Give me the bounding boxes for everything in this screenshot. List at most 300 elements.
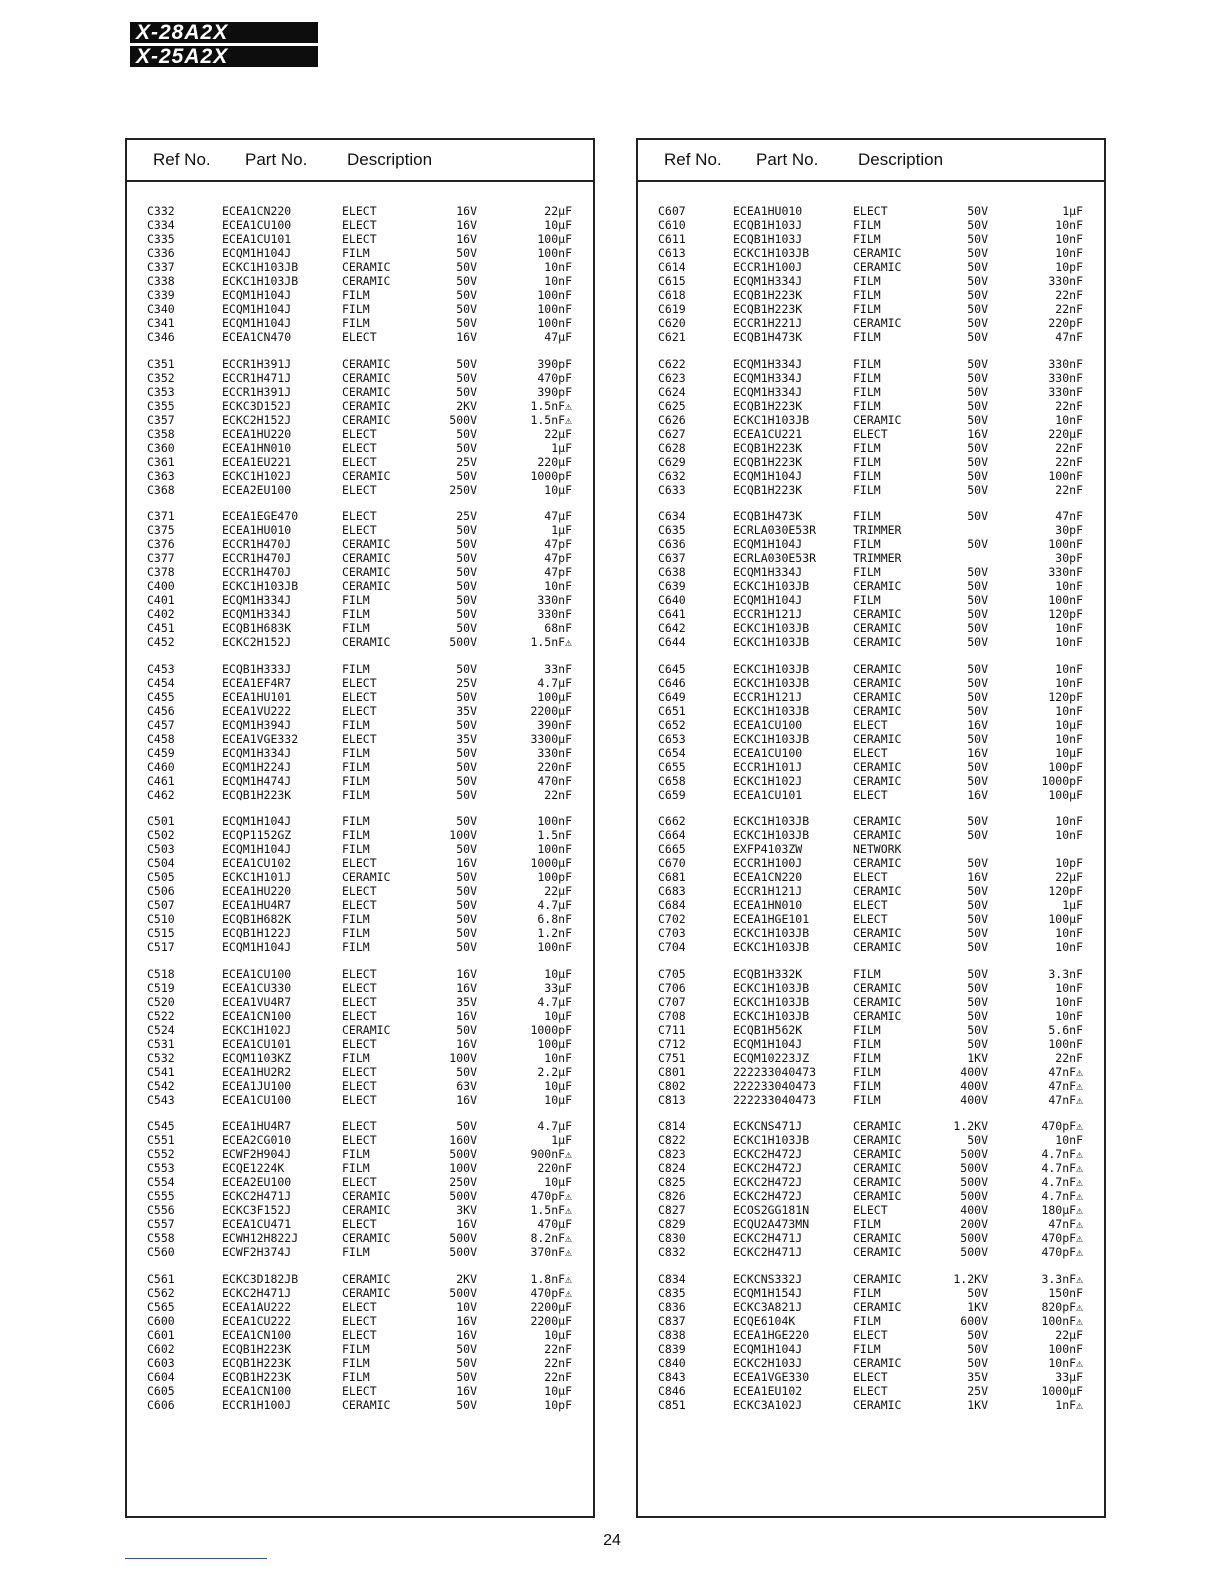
ref-no-cell: C637 xyxy=(658,551,686,565)
ref-no-cell: C646 xyxy=(658,675,686,690)
table-row xyxy=(638,607,1104,621)
table-row xyxy=(127,981,593,995)
value-cell: 2.2µF xyxy=(537,1064,572,1079)
voltage-cell: 10V xyxy=(456,1299,477,1314)
model-label: X-28A2X xyxy=(130,22,318,43)
ref-no-cell: C337 xyxy=(147,260,175,274)
voltage-cell: 50V xyxy=(967,330,988,344)
value-cell: 1.5nF⚠ xyxy=(530,412,572,427)
voltage-cell: 16V xyxy=(456,204,477,218)
voltage-cell: 16V xyxy=(456,1008,477,1023)
type-cell: FILM xyxy=(853,1036,881,1051)
table-row xyxy=(638,399,1104,413)
value-cell: 10nF xyxy=(1055,980,1083,995)
type-cell: CERAMIC xyxy=(853,994,902,1009)
ref-no-cell: C501 xyxy=(147,814,175,828)
type-cell: CERAMIC xyxy=(853,773,902,788)
ref-no-cell: C455 xyxy=(147,689,175,704)
value-cell: 1000pF xyxy=(530,1022,572,1037)
part-no-cell: ECEA1CU100 xyxy=(222,218,292,232)
type-cell: ELECT xyxy=(342,884,377,898)
type-cell: CERAMIC xyxy=(853,731,902,746)
type-cell: CERAMIC xyxy=(342,565,391,579)
part-no-cell: ECEA1CN220 xyxy=(733,870,803,884)
part-no-cell: ECQM1H104J xyxy=(222,316,292,330)
table-row xyxy=(127,1203,593,1217)
type-cell: ELECT xyxy=(853,717,888,732)
part-no-cell: ECEA1EU221 xyxy=(222,454,292,469)
table-row xyxy=(638,1245,1104,1259)
ref-no-cell: C557 xyxy=(147,1217,175,1231)
type-cell: ELECT xyxy=(342,1133,377,1147)
ref-no-cell: C624 xyxy=(658,384,686,399)
table-row xyxy=(638,940,1104,954)
ref-no-cell: C562 xyxy=(147,1285,175,1300)
ref-no-cell: C505 xyxy=(147,870,175,884)
type-cell: CERAMIC xyxy=(853,1397,902,1412)
value-cell: 330nF xyxy=(537,593,572,607)
ref-no-cell: C518 xyxy=(147,966,175,981)
table-row xyxy=(127,330,593,344)
type-cell: FILM xyxy=(853,384,881,399)
value-cell: 10nF xyxy=(1055,926,1083,940)
part-no-cell: ECEA1JU100 xyxy=(222,1078,292,1093)
table-row xyxy=(127,1119,593,1133)
type-cell: CERAMIC xyxy=(853,856,902,870)
voltage-cell: 50V xyxy=(456,260,477,274)
part-no-cell: ECKC2H471J xyxy=(733,1231,803,1245)
part-no-cell: ECKC2H152J xyxy=(222,635,292,649)
voltage-cell: 400V xyxy=(960,1064,988,1079)
table-row xyxy=(638,1009,1104,1023)
type-cell: ELECT xyxy=(853,912,888,926)
type-cell: ELECT xyxy=(342,232,377,246)
part-no-cell: ECWH12H822J xyxy=(222,1231,299,1245)
ref-no-cell: C351 xyxy=(147,356,175,371)
type-cell: FILM xyxy=(342,1355,370,1370)
ref-no-cell: C600 xyxy=(147,1313,175,1328)
part-no-cell: ECCR1H221J xyxy=(733,316,803,330)
type-cell: ELECT xyxy=(342,1299,377,1314)
value-cell: 1nF⚠ xyxy=(1055,1397,1083,1412)
ref-no-cell: C632 xyxy=(658,468,686,483)
table-row xyxy=(127,718,593,732)
type-cell: CERAMIC xyxy=(853,814,902,828)
value-cell: 10nF xyxy=(1055,703,1083,718)
type-cell: FILM xyxy=(342,288,370,302)
type-cell: ELECT xyxy=(342,980,377,995)
part-no-cell: ECQB1H223K xyxy=(222,1355,292,1370)
voltage-cell: 500V xyxy=(449,1231,477,1245)
voltage-cell: 50V xyxy=(967,1327,988,1342)
ref-no-cell: C524 xyxy=(147,1022,175,1037)
table-row xyxy=(127,1328,593,1342)
part-no-cell: ECEA1VGE330 xyxy=(733,1369,810,1384)
table-row xyxy=(638,1133,1104,1147)
part-no-cell: ECCR1H470J xyxy=(222,537,292,551)
voltage-cell: 50V xyxy=(967,356,988,371)
table-row xyxy=(638,441,1104,455)
voltage-cell: 50V xyxy=(967,661,988,676)
value-cell: 10nF xyxy=(1055,661,1083,676)
ref-no-cell: C621 xyxy=(658,330,686,344)
table-row xyxy=(638,565,1104,579)
table-row xyxy=(638,371,1104,385)
voltage-cell: 100V xyxy=(449,1050,477,1065)
part-no-cell: ECQB1H562K xyxy=(733,1022,803,1037)
type-cell: ELECT xyxy=(342,898,377,912)
value-cell: 47nF⚠ xyxy=(1048,1078,1083,1093)
value-cell: 100nF xyxy=(537,246,572,260)
type-cell: CERAMIC xyxy=(853,1008,902,1023)
type-cell: CERAMIC xyxy=(853,635,902,649)
type-cell: ELECT xyxy=(342,204,377,218)
value-cell: 10pF xyxy=(544,1397,572,1412)
ref-no-cell: C605 xyxy=(147,1383,175,1398)
value-cell: 10µF xyxy=(1055,745,1083,760)
part-no-cell: ECQB1H333J xyxy=(222,661,292,676)
table-row xyxy=(638,357,1104,371)
ref-no-cell: C602 xyxy=(147,1341,175,1356)
voltage-cell: 50V xyxy=(456,370,477,385)
voltage-cell: 25V xyxy=(456,454,477,469)
type-cell: FILM xyxy=(853,1022,881,1037)
part-no-cell: ECEA1HN010 xyxy=(222,440,292,455)
type-cell: ELECT xyxy=(342,1092,377,1107)
value-cell: 2200µF xyxy=(530,703,572,718)
part-no-cell: ECEA1HU2R2 xyxy=(222,1064,292,1079)
part-no-cell: ECKC3A102J xyxy=(733,1397,803,1412)
value-cell: 1.5nF xyxy=(537,828,572,842)
value-cell: 22nF xyxy=(1055,482,1083,497)
part-no-cell: ECKC2H472J xyxy=(733,1147,803,1161)
ref-no-cell: C822 xyxy=(658,1133,686,1147)
type-cell: ELECT xyxy=(342,523,377,537)
type-cell: FILM xyxy=(342,316,370,330)
table-row xyxy=(638,455,1104,469)
voltage-cell: 500V xyxy=(449,412,477,427)
type-cell: CERAMIC xyxy=(342,468,391,483)
table-row xyxy=(127,607,593,621)
voltage-cell: 50V xyxy=(456,288,477,302)
value-cell: 22µF xyxy=(1055,870,1083,884)
table-row xyxy=(638,316,1104,330)
ref-no-cell: C558 xyxy=(147,1231,175,1245)
value-cell: 100nF xyxy=(1048,537,1083,551)
voltage-cell: 600V xyxy=(960,1313,988,1328)
part-no-cell: ECOS2GG181N xyxy=(733,1203,810,1217)
ref-no-cell: C502 xyxy=(147,828,175,842)
type-cell: FILM xyxy=(853,1217,881,1231)
part-no-cell: ECQM1H474J xyxy=(222,773,292,788)
value-cell: 1000pF xyxy=(1041,773,1083,788)
type-cell: ELECT xyxy=(342,330,377,344)
part-no-cell: ECKC1H103JB xyxy=(222,579,299,593)
voltage-cell: 50V xyxy=(967,966,988,981)
voltage-cell: 50V xyxy=(456,565,477,579)
voltage-cell: 50V xyxy=(967,440,988,455)
part-no-cell: ECQB1H223K xyxy=(733,398,803,413)
voltage-cell: 1.2KV xyxy=(953,1119,988,1133)
type-cell: CERAMIC xyxy=(342,356,391,371)
value-cell: 390pF xyxy=(537,356,572,371)
value-cell: 100nF xyxy=(537,842,572,856)
value-cell: 10nF xyxy=(1055,1008,1083,1023)
value-cell: 330nF xyxy=(537,607,572,621)
value-cell: 220nF xyxy=(537,759,572,774)
voltage-cell: 50V xyxy=(967,288,988,302)
part-no-cell: ECQB1H683K xyxy=(222,621,292,635)
value-cell: 330nF xyxy=(1048,274,1083,288)
ref-no-cell: C683 xyxy=(658,884,686,898)
value-cell: 900nF⚠ xyxy=(530,1147,572,1161)
value-cell: 22nF xyxy=(1055,454,1083,469)
ref-no-cell: C823 xyxy=(658,1147,686,1161)
table-row xyxy=(638,718,1104,732)
value-cell: 10nF xyxy=(1055,218,1083,232)
value-cell: 4.7µF xyxy=(537,1119,572,1133)
value-cell: 33µF xyxy=(544,980,572,995)
table-row xyxy=(127,1342,593,1356)
part-no-cell: ECEA1HU220 xyxy=(222,884,292,898)
table-row xyxy=(127,1314,593,1328)
table-row xyxy=(127,1051,593,1065)
ref-no-cell: C684 xyxy=(658,898,686,912)
ref-no-cell: C553 xyxy=(147,1161,175,1175)
ref-no-cell: C826 xyxy=(658,1189,686,1203)
row-group xyxy=(638,357,1104,497)
table-row xyxy=(638,1175,1104,1189)
table-row xyxy=(127,1384,593,1398)
part-no-cell: ECKC1H103JB xyxy=(733,635,810,649)
table-row xyxy=(127,940,593,954)
type-cell: ELECT xyxy=(342,856,377,870)
type-cell: CERAMIC xyxy=(853,689,902,704)
value-cell: 4.7µF xyxy=(537,898,572,912)
row-group xyxy=(127,509,593,649)
table-row xyxy=(127,1245,593,1259)
type-cell: CERAMIC xyxy=(342,579,391,593)
table-row xyxy=(127,1037,593,1051)
value-cell: 1µF xyxy=(1062,204,1083,218)
voltage-cell: 16V xyxy=(456,1217,477,1231)
voltage-cell: 50V xyxy=(456,593,477,607)
table-row xyxy=(127,1161,593,1175)
ref-no-cell: C851 xyxy=(658,1397,686,1412)
part-no-cell: ECCR1H470J xyxy=(222,551,292,565)
voltage-cell: 25V xyxy=(967,1383,988,1398)
table-row xyxy=(127,898,593,912)
type-cell: CERAMIC xyxy=(853,1161,902,1175)
ref-no-cell: C654 xyxy=(658,745,686,760)
table-row xyxy=(127,1175,593,1189)
type-cell: ELECT xyxy=(342,675,377,690)
type-cell: FILM xyxy=(853,482,881,497)
type-cell: CERAMIC xyxy=(853,1133,902,1147)
part-no-cell: ECCR1H121J xyxy=(733,607,803,621)
voltage-cell: 50V xyxy=(456,940,477,954)
voltage-cell: 50V xyxy=(456,1397,477,1412)
part-no-cell: ECCR1H121J xyxy=(733,884,803,898)
value-cell: 4.7nF⚠ xyxy=(1041,1161,1083,1175)
voltage-cell: 50V xyxy=(967,828,988,842)
ref-no-cell: C626 xyxy=(658,412,686,427)
part-no-cell: ECKC2H152J xyxy=(222,412,292,427)
ref-no-cell: C459 xyxy=(147,745,175,760)
part-no-cell: ECQE6104K xyxy=(733,1313,796,1328)
part-no-cell: ECQM1H334J xyxy=(222,745,292,760)
type-cell: CERAMIC xyxy=(853,828,902,842)
part-no-cell: ECEA1HU010 xyxy=(222,523,292,537)
ref-no-cell: C607 xyxy=(658,204,686,218)
part-no-cell: ECKC1H102J xyxy=(222,1022,292,1037)
table-row xyxy=(127,565,593,579)
part-no-cell: ECEA1HN010 xyxy=(733,898,803,912)
type-cell: ELECT xyxy=(853,1327,888,1342)
voltage-cell: 250V xyxy=(449,1175,477,1189)
part-no-cell: ECQM1103KZ xyxy=(222,1050,292,1065)
part-no-cell: ECEA1HGE101 xyxy=(733,912,810,926)
type-cell: CERAMIC xyxy=(853,884,902,898)
voltage-cell: 500V xyxy=(449,1245,477,1259)
ref-no-cell: C522 xyxy=(147,1008,175,1023)
value-cell: 3.3nF⚠ xyxy=(1041,1271,1083,1286)
page-number: 24 xyxy=(603,1532,621,1549)
voltage-cell: 50V xyxy=(967,675,988,690)
type-cell: ELECT xyxy=(342,426,377,441)
value-cell: 1µF xyxy=(551,440,572,455)
type-cell: CERAMIC xyxy=(853,246,902,260)
value-cell: 22nF xyxy=(544,1355,572,1370)
ref-no-cell: C711 xyxy=(658,1022,686,1037)
value-cell: 150nF xyxy=(1048,1285,1083,1300)
type-cell: CERAMIC xyxy=(853,703,902,718)
voltage-cell: 500V xyxy=(960,1245,988,1259)
type-cell: ELECT xyxy=(342,509,377,523)
part-no-cell: ECEA1CU100 xyxy=(222,1092,292,1107)
voltage-cell: 50V xyxy=(967,579,988,593)
part-no-cell: ECKC3A821J xyxy=(733,1299,803,1314)
voltage-cell: 50V xyxy=(967,316,988,330)
value-cell: 10µF xyxy=(1055,717,1083,732)
type-cell: ELECT xyxy=(342,1327,377,1342)
table-row xyxy=(638,1342,1104,1356)
type-cell: FILM xyxy=(342,1161,370,1175)
table-row xyxy=(638,621,1104,635)
voltage-cell: 50V xyxy=(456,1064,477,1079)
voltage-cell: 50V xyxy=(456,898,477,912)
parts-table-left xyxy=(125,138,595,1518)
value-cell: 100µF xyxy=(537,1036,572,1051)
voltage-cell: 50V xyxy=(967,482,988,497)
voltage-cell: 16V xyxy=(456,232,477,246)
table-row xyxy=(638,551,1104,565)
value-cell: 120pF xyxy=(1048,607,1083,621)
voltage-cell: 16V xyxy=(967,717,988,732)
type-cell: FILM xyxy=(853,966,881,981)
voltage-cell: 50V xyxy=(456,661,477,676)
type-cell: CERAMIC xyxy=(342,1271,391,1286)
voltage-cell: 50V xyxy=(456,316,477,330)
ref-no-cell: C651 xyxy=(658,703,686,718)
type-cell: FILM xyxy=(342,814,370,828)
part-no-cell: ECQB1H223K xyxy=(733,454,803,469)
part-no-cell: ECEA1VU4R7 xyxy=(222,994,292,1009)
value-cell: 10nF xyxy=(1055,828,1083,842)
ref-no-cell: C360 xyxy=(147,440,175,455)
type-cell: ELECT xyxy=(342,1313,377,1328)
description-header: Description xyxy=(858,150,944,169)
type-cell: CERAMIC xyxy=(853,1271,902,1286)
ref-no-cell: C460 xyxy=(147,759,175,774)
part-no-cell: ECEA1CU471 xyxy=(222,1217,292,1231)
part-no-cell: 222233040473 xyxy=(733,1078,817,1093)
ref-no-cell: C361 xyxy=(147,454,175,469)
table-row xyxy=(638,1286,1104,1300)
voltage-cell: 50V xyxy=(456,912,477,926)
voltage-cell: 1.2KV xyxy=(953,1271,988,1286)
type-cell: FILM xyxy=(342,246,370,260)
value-cell: 10nF xyxy=(1055,621,1083,635)
value-cell: 470pF⚠ xyxy=(530,1189,572,1203)
part-no-cell: ECWF2H904J xyxy=(222,1147,292,1161)
part-no-cell: ECCR1H470J xyxy=(222,565,292,579)
ref-no-cell: C358 xyxy=(147,426,175,441)
voltage-cell: 50V xyxy=(456,537,477,551)
ref-no-cell: C665 xyxy=(658,842,686,856)
value-cell: 330nF xyxy=(537,745,572,760)
table-row xyxy=(127,1272,593,1286)
part-no-cell: ECEA1EGE470 xyxy=(222,509,299,523)
ref-no-cell: C633 xyxy=(658,482,686,497)
voltage-cell: 50V xyxy=(456,551,477,565)
part-no-cell: ECQM1H334J xyxy=(733,370,803,385)
type-cell: FILM xyxy=(342,1050,370,1065)
value-cell: 47nF xyxy=(1055,509,1083,523)
part-no-cell: ECKC1H103JB xyxy=(733,661,810,676)
table-row xyxy=(638,981,1104,995)
type-cell: ELECT xyxy=(853,1203,888,1217)
table-row xyxy=(638,579,1104,593)
voltage-cell: 50V xyxy=(967,1285,988,1300)
part-no-cell: ECEA1CU330 xyxy=(222,980,292,995)
part-no-cell: ECQB1H473K xyxy=(733,509,803,523)
part-no-cell: ECQP1152GZ xyxy=(222,828,292,842)
part-no-cell: ECEA1EU102 xyxy=(733,1383,803,1398)
part-no-cell: ECKC1H101J xyxy=(222,870,292,884)
value-cell: 100nF⚠ xyxy=(1041,1313,1083,1328)
type-cell: FILM xyxy=(853,565,881,579)
value-cell: 47nF⚠ xyxy=(1048,1092,1083,1107)
ref-no-cell: C461 xyxy=(147,773,175,788)
part-no-cell: ECKC1H103JB xyxy=(733,926,810,940)
part-no-cell: ECCR1H121J xyxy=(733,689,803,704)
voltage-cell: 16V xyxy=(456,856,477,870)
voltage-cell: 50V xyxy=(967,856,988,870)
table-row xyxy=(638,898,1104,912)
table-row xyxy=(638,1231,1104,1245)
value-cell: 1000µF xyxy=(530,856,572,870)
part-no-cell: ECQM1H104J xyxy=(222,288,292,302)
part-no-cell: ECEA1VU222 xyxy=(222,703,292,718)
voltage-cell: 50V xyxy=(967,1036,988,1051)
table-row xyxy=(127,1147,593,1161)
part-no-cell: ECEA1HGE220 xyxy=(733,1327,810,1342)
part-no-cell: ECEA1HU010 xyxy=(733,204,803,218)
ref-no-cell: C802 xyxy=(658,1078,686,1093)
table-row xyxy=(638,1300,1104,1314)
voltage-cell: 400V xyxy=(960,1092,988,1107)
